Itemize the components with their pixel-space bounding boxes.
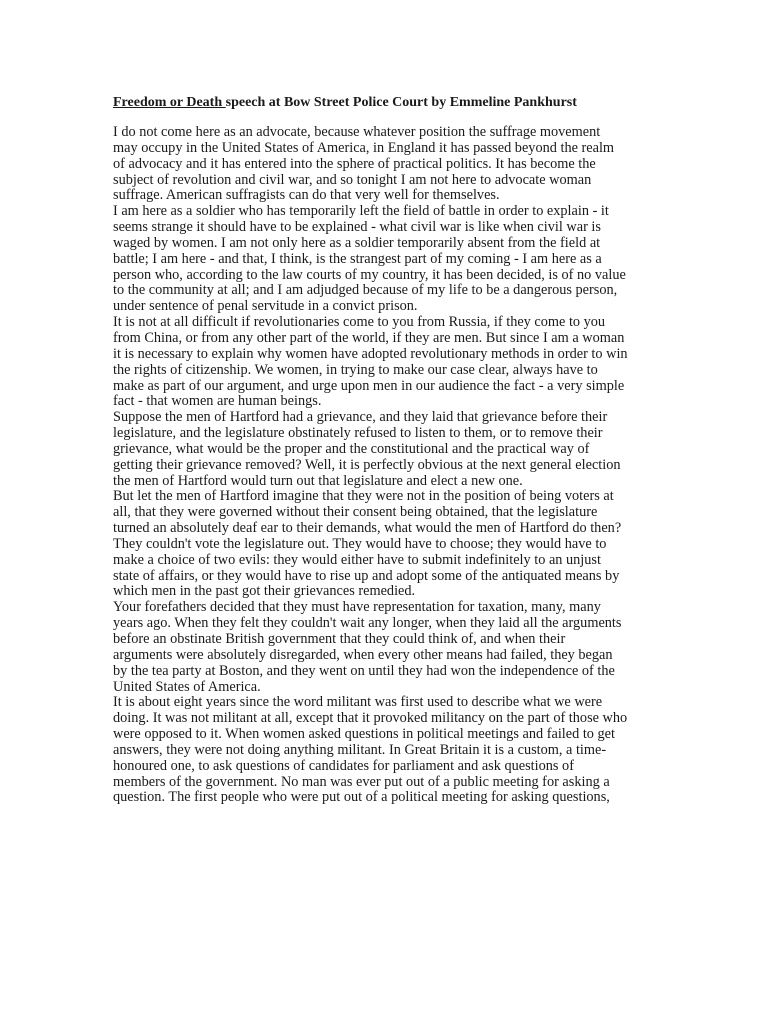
document-body: [113, 125, 733, 806]
text-line: before an obstinate British government that they could think of, and when their: [113, 631, 566, 647]
text-line: state of affairs, or they would have to rise up and adopt some of the antiquated means by: [113, 567, 620, 584]
text-line: suffrage. American suffragists can do that very well for themselves.: [113, 187, 500, 204]
text-line: waged by women. I am not only here as a soldier temporarily absent from the field at: [113, 234, 601, 251]
text-line: I am here as a soldier who has temporarily left the field of battle in order to explain - it: [113, 203, 609, 220]
text-line: make a choice of two evils: they would either have to submit indefinitely to an unjust: [113, 551, 601, 568]
text-line: It is not at all difficult if revolutionaries come to you from Russia, if they come to you: [113, 314, 606, 331]
text-line: which men in the past got their grievances remedied.: [113, 583, 416, 600]
text-line: may occupy in the United States of America, in England it has passed beyond the realm: [113, 139, 615, 156]
text-line: answers, they were not doing anything militant. In Great Britain it is a custom, a time-: [113, 741, 607, 758]
text-line: But let the men of Hartford imagine that they were not in the position of being voters at: [113, 488, 614, 505]
text-line: subject of revolution and civil war, and so tonight I am not here to advocate woman: [113, 171, 592, 188]
text-line: grievance, what would be the proper and the constitutional and the practical way of: [113, 440, 590, 457]
text-line: Your forefathers decided that they must have representation for taxation, many, many: [113, 599, 601, 616]
text-line: seems strange it should have to be explained - what civil war is like when civil war is: [113, 219, 601, 236]
text-line: battle; I am here - and that, I think, is the strangest part of my coming - I am here as a: [113, 250, 602, 267]
text-line: to the community at all; and I am adjudged because of my life to be a dangerous person,: [113, 282, 618, 299]
text-line: were opposed to it. When women asked questions in political meetings and failed to get: [113, 726, 615, 743]
text-line: under sentence of penal servitude in a convict prison.: [113, 298, 418, 315]
text-line: getting their grievance removed? Well, it is perfectly obvious at the next general election: [113, 456, 621, 473]
text-line: question. The first people who were put out of a political meeting for asking questions,: [113, 789, 610, 806]
text-line: the rights of citizenship. We women, in trying to make our case clear, always have to: [113, 361, 598, 378]
text-line: it is necessary to explain why women have adopted revolutionary methods in order to win: [113, 345, 628, 362]
title-rest: speech at Bow Street Police Court by Emmeline Pankhurst: [225, 95, 577, 110]
text-line: legislature, and the legislature obstinately refused to listen to them, or to remove their: [113, 425, 603, 442]
title-link[interactable]: Freedom or Death: [113, 95, 226, 110]
text-line: It is about eight years since the word militant was first used to describe what we were: [113, 694, 603, 711]
text-line: all, that they were governed without their consent being obtained, that the legislature: [113, 504, 598, 521]
text-line: of advocacy and it has entered into the sphere of practical politics. It has become the: [113, 155, 596, 172]
text-line: arguments were absolutely disregarded, when every other means had failed, they began: [113, 646, 613, 663]
text-line: honoured one, to ask questions of candidates for parliament and ask questions of: [113, 757, 574, 774]
document-title: [113, 93, 733, 113]
text-line: make as part of our argument, and urge upon men in our audience the fact - a very simple: [113, 377, 625, 394]
text-line: years ago. When they felt they couldn't wait any longer, when they laid all the arguments: [113, 615, 622, 632]
text-line: the men of Hartford would turn out that legislature and elect a new one.: [113, 472, 523, 489]
text-line: They couldn't vote the legislature out. They would have to choose; they would have to: [113, 535, 607, 552]
text-line: members of the government. No man was ever put out of a public meeting for asking a: [113, 773, 610, 790]
text-line: fact - that women are human beings.: [113, 393, 322, 410]
text-line: United States of America.: [113, 678, 261, 695]
text-line: person who, according to the law courts of my country, it has been decided, is of no value: [113, 266, 626, 283]
text-line: by the tea party at Boston, and they went on until they had won the independence of the: [113, 662, 615, 679]
text-line: I do not come here as an advocate, because whatever position the suffrage movement: [113, 124, 601, 140]
text-line: Suppose the men of Hartford had a grievance, and they laid that grievance before their: [113, 409, 608, 426]
document-page: [113, 93, 733, 806]
text-line: from China, or from any other part of the world, if they are men. But since I am a woman: [113, 329, 625, 346]
text-line: doing. It was not militant at all, except that it provoked militancy on the part of those who: [113, 710, 628, 727]
text-line: turned an absolutely deaf ear to their demands, what would the men of Hartford do then?: [113, 520, 622, 537]
